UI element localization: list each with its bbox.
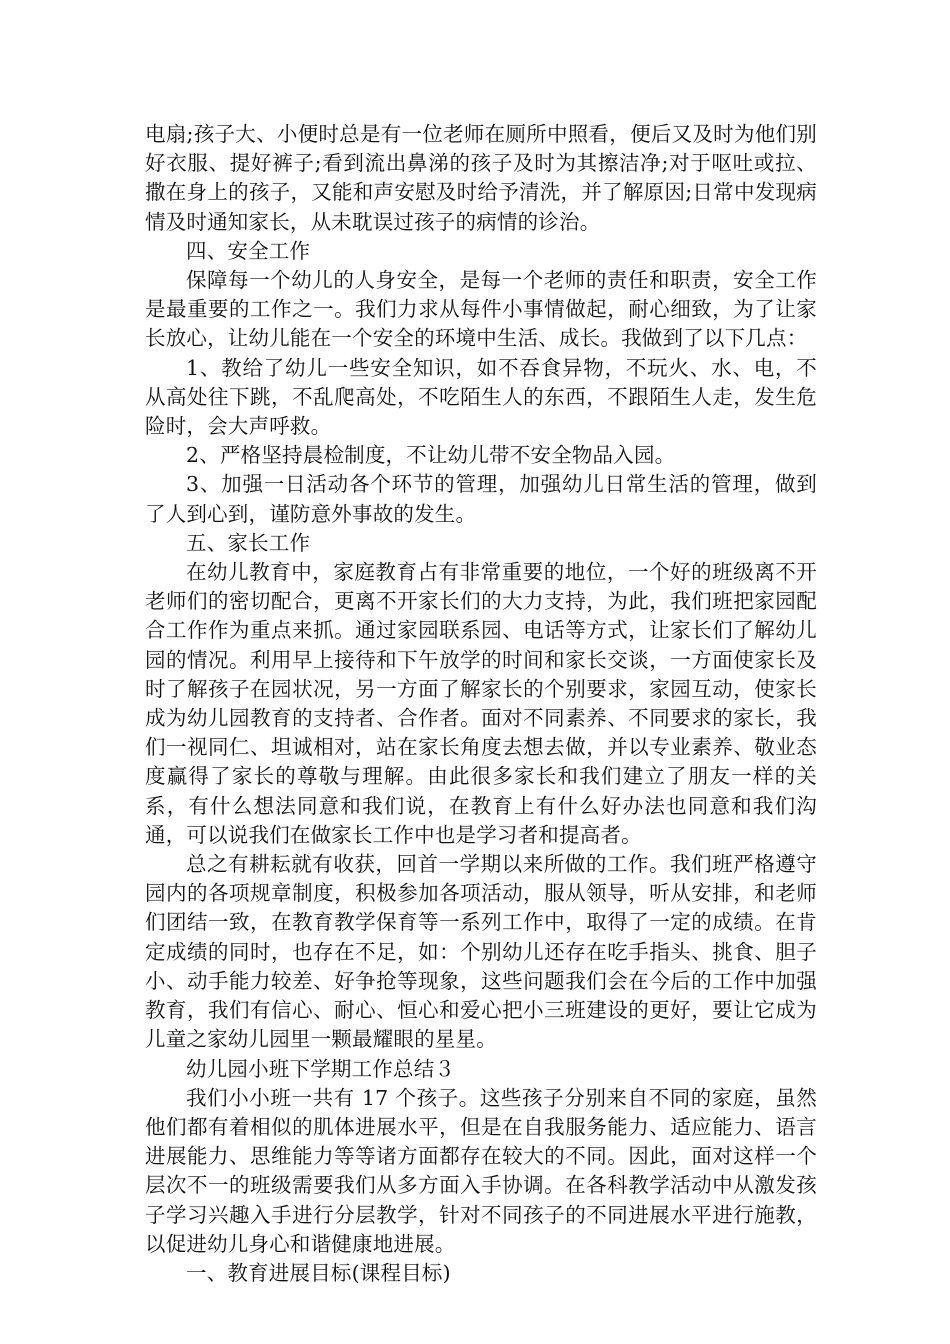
paragraph-safety-item-1: 1、教给了幼儿一些安全知识，如不吞食异物，不玩火、水、电，不从高处往下跳，不乱爬高处，不吃陌生人的东西，不跟陌生人走，发生危险时，会大声呼救。 <box>145 355 817 439</box>
section-heading-safety: 四、安全工作 <box>186 238 311 263</box>
paragraph-safety-item-2: 2、严格坚持晨检制度，不让幼儿带不安全物品入园。 <box>186 443 676 468</box>
paragraph-summary: 总之有耕耘就有收获，回首一学期以来所做的工作。我们班严格遵守园内的各项规章制度，积极参加各项活动，服从领导，听从安排，和老师们团结一致，在教育教学保育等一系列工作中，取得了一定的成绩。在肯定成绩的同时，也存在不足，如：个别幼儿还存在吃手指头、挑食、胆子小、动手能力较差、好争抢等现象，这些问题我们会在今后的工作中加强教育，我们有信心、耐心、恒心和爱心把小三班建设的更好，要让它成为儿童之家幼儿园里一颗最耀眼的星星。 <box>145 852 817 1052</box>
paragraph-safety-intro: 保障每一个幼儿的人身安全，是每一个老师的责任和职责，安全工作是最重要的工作之一。我们力求从每件小事情做起，耐心细致，为了让家长放心，让幼儿能在一个安全的环境中生活、成长。我做到了以下几点： <box>145 268 817 351</box>
paragraph-parents-work: 在幼儿教育中，家庭教育占有非常重要的地位，一个好的班级离不开老师们的密切配合，更离不开家长们的大力支持，为此，我们班把家园配合工作作为重点来抓。通过家园联系园、电话等方式，让家长们了解幼儿园的情况。利用早上接待和下午放学的时间和家长交谈，一方面使家长及时了解孩子在园状况，另一方面了解家长的个别要求，家园互动，使家长成为幼儿园教育的支持者、合作者。面对不同素养、不同要求的家长，我们一视同仁、坦诚相对，站在家长角度去想去做，并以专业素养、敬业态度赢得了家长的尊敬与理解。由此很多家长和我们建立了朋友一样的关系，有什么想法同意和我们说，在教育上有什么好办法也同意和我们沟通，可以说我们在做家长工作中也是学习者和提高者。 <box>145 560 817 847</box>
document-title-summary-3: 幼儿园小班下学期工作总结３ <box>186 1056 456 1081</box>
section-heading-parents: 五、家长工作 <box>186 530 311 555</box>
paragraph-safety-item-3: 3、加强一日活动各个环节的管理，加强幼儿日常生活的管理，做到了人到心到，谨防意外事故的发生。 <box>145 472 817 526</box>
section-heading-education-goals: 一、教育进展目标(课程目标) <box>186 1260 451 1285</box>
paragraph-hygiene-continuation: 电扇;孩子大、小便时总是有一位老师在厕所中照看，便后又及时为他们别好衣服、提好裤子;看到流出鼻涕的孩子及时为其擦洁净;对于呕吐或拉、撒在身上的孩子，又能和声安慰及时给予清洗，并了解原因;日常中发现病情及时通知家长，从未耽误过孩子的病情的诊治。 <box>145 122 817 234</box>
paragraph-class-intro: 我们小小班一共有 17 个孩子。这些孩子分别来自不同的家庭，虽然他们都有着相似的肌体进展水平，但是在自我服务能力、适应能力、语言进展能力、思维能力等等诸方面都存在较大的不同。因此，面对这样一个层次不一的班级需要我们从多方面入手协调。在各科教学活动中从激发孩子学习兴趣入手进行分层教学，针对不同孩子的不同进展水平进行施教，以促进幼儿身心和谐健康地进展。 <box>145 1085 817 1256</box>
document-body <box>145 120 817 1288</box>
